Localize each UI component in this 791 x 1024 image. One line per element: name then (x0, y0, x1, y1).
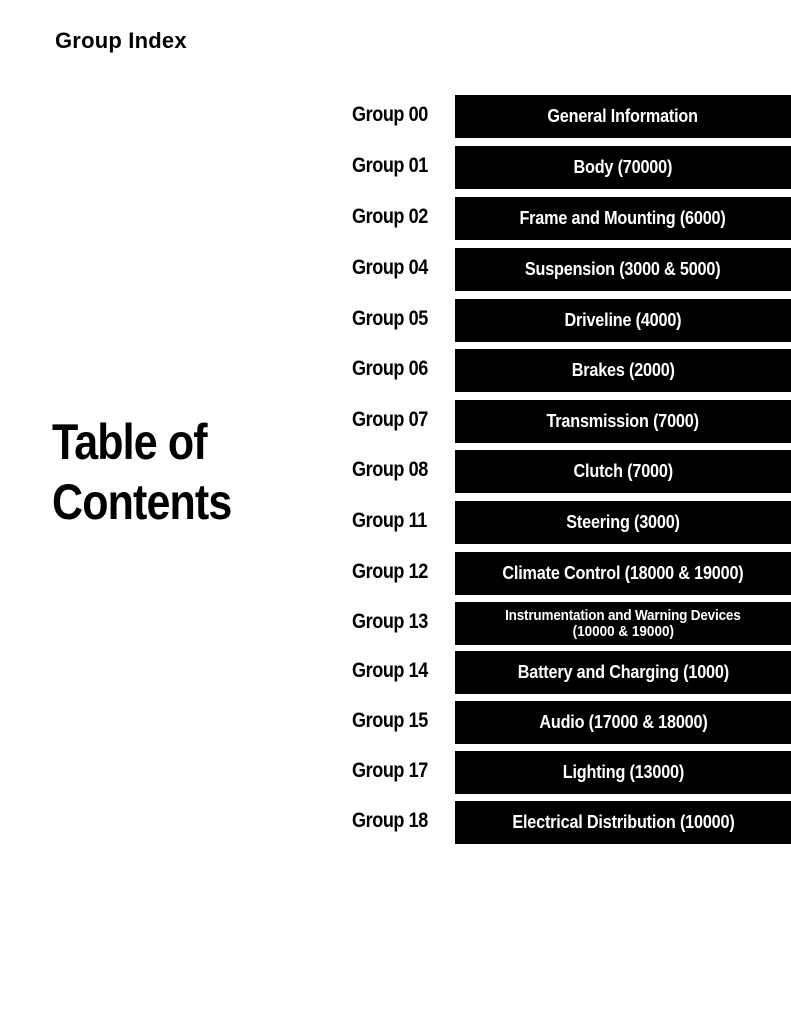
group-link-steering[interactable] (455, 501, 791, 544)
toc-heading-line-2: Contents (52, 474, 232, 530)
group-link-body[interactable] (455, 146, 791, 189)
toc-heading-line-1: Table of (52, 414, 207, 470)
group-link-clutch[interactable] (455, 450, 791, 493)
group-row-08 (0, 450, 791, 493)
group-link-climate-control[interactable] (455, 552, 791, 595)
group-title: Brakes (2000) (571, 360, 675, 380)
group-number-label: Group 04 (352, 256, 428, 279)
group-number-label: Group 18 (352, 809, 428, 832)
group-row-05 (0, 299, 791, 342)
group-number-label: Group 02 (352, 205, 428, 228)
group-title: Clutch (7000) (573, 461, 673, 481)
group-link-battery-and-charging[interactable] (455, 651, 791, 694)
group-title: Lighting (13000) (562, 762, 684, 782)
group-link-lighting[interactable] (455, 751, 791, 794)
group-row-01 (0, 146, 791, 189)
group-row-02 (0, 197, 791, 240)
group-subtitle: (10000 & 19000) (572, 623, 674, 640)
group-row-13 (0, 602, 791, 645)
group-title: Electrical Distribution (10000) (511, 812, 735, 832)
group-number-label: Group 08 (352, 458, 428, 481)
group-number-label: Group 14 (352, 659, 428, 682)
group-link-suspension[interactable] (455, 248, 791, 291)
group-number-label: Group 06 (352, 357, 428, 380)
group-link-instrumentation-and-warning-devices[interactable] (455, 602, 791, 645)
group-link-driveline[interactable] (455, 299, 791, 342)
group-number-label: Group 05 (352, 307, 428, 330)
group-link-brakes[interactable] (455, 349, 791, 392)
group-link-audio[interactable] (455, 701, 791, 744)
group-row-04 (0, 248, 791, 291)
group-link-frame-and-mounting[interactable] (455, 197, 791, 240)
group-number-label: Group 12 (352, 560, 428, 583)
group-title: Audio (17000 & 18000) (538, 712, 708, 732)
group-number-label: Group 15 (352, 709, 428, 732)
group-title: General Information (547, 106, 699, 126)
group-row-14 (0, 651, 791, 694)
group-row-18 (0, 801, 791, 844)
group-title: Steering (3000) (566, 512, 680, 532)
group-row-12 (0, 552, 791, 595)
group-title: Body (70000) (573, 157, 673, 177)
group-number-label: Group 07 (352, 408, 428, 431)
group-row-15 (0, 701, 791, 744)
page-header-title: Group Index (55, 28, 187, 53)
group-title: Climate Control (18000 & 19000) (502, 563, 744, 583)
group-number-label: Group 01 (352, 154, 428, 177)
group-number-label: Group 13 (352, 610, 428, 633)
group-title: Frame and Mounting (6000) (519, 208, 727, 228)
group-number-label: Group 17 (352, 759, 428, 782)
group-title: Battery and Charging (1000) (517, 662, 729, 682)
group-number-label: Group 00 (352, 103, 428, 126)
group-row-07 (0, 400, 791, 443)
group-title: Driveline (4000) (564, 310, 682, 330)
group-link-transmission[interactable] (455, 400, 791, 443)
group-row-00 (0, 95, 791, 138)
group-row-06 (0, 349, 791, 392)
group-title: Instrumentation and Warning Devices (505, 607, 741, 624)
group-link-electrical-distribution[interactable] (455, 801, 791, 844)
group-title: Suspension (3000 & 5000) (525, 259, 721, 279)
group-row-11 (0, 501, 791, 544)
group-number-label: Group 11 (352, 509, 427, 532)
group-title: Transmission (7000) (546, 411, 700, 431)
group-link-general-information[interactable] (455, 95, 791, 138)
group-row-17 (0, 751, 791, 794)
